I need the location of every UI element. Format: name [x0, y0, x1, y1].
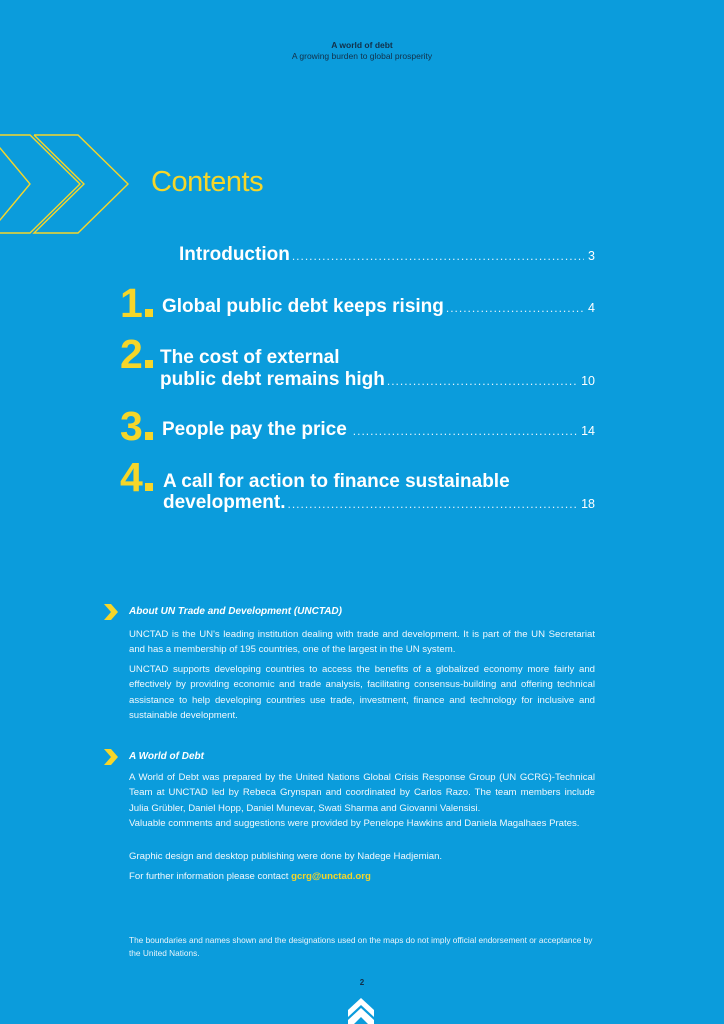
page-header: [0, 40, 724, 62]
contact-text: For further information please contact: [129, 871, 292, 882]
world-paragraph-4: [129, 869, 595, 884]
toc-page-number: 18: [581, 497, 595, 511]
toc-label: development.: [163, 492, 286, 513]
toc-leader-dots: [353, 424, 577, 438]
about-paragraph-1: UNCTAD is the UN's leading institution dealing with trade and development. It is part of the UN Secretariat and has a membership of 195 countries, one of the largest in the UN system.: [129, 629, 595, 656]
toc-page-number: 10: [581, 374, 595, 388]
toc-entry-4-line1[interactable]: A call for action to finance sustainable: [163, 471, 510, 492]
toc-number-2: 2: [120, 334, 153, 374]
chevron-right-icon: [103, 604, 119, 620]
page-number: 2: [359, 978, 365, 987]
toc-entry-introduction[interactable]: [179, 244, 595, 266]
chevron-up-icon: [348, 998, 374, 1024]
toc-number-4: 4: [120, 457, 153, 497]
toc-leader-dots: [292, 249, 584, 263]
world-paragraph-2: Valuable comments and suggestions were provided by Penelope Hawkins and Daniela Magalhaes Prates.: [129, 818, 580, 829]
about-paragraph-2: UNCTAD supports developing countries to access the benefits of a globalized economy more fairly and effectively by providing economic and trade analysis, facilitating consensus-building and offering technical assistance to help developing countries use trade, investment, finance and technology for inclusive and sustainable development.: [129, 664, 595, 721]
toc-entry-2[interactable]: [160, 369, 595, 391]
world-title: A World of Debt: [129, 751, 204, 762]
world-paragraph-3: Graphic design and desktop publishing were done by Nadege Hadjemian.: [129, 851, 443, 862]
toc-leader-dots: [387, 374, 577, 388]
about-title: About UN Trade and Development (UNCTAD): [129, 606, 342, 617]
toc-entry-1[interactable]: [162, 296, 595, 318]
toc-leader-dots: [446, 301, 584, 315]
toc-label: People pay the price: [162, 419, 347, 440]
contact-email-link[interactable]: gcrg@unctad.org: [291, 871, 371, 882]
toc-number-3: 3: [120, 406, 153, 446]
contents-heading: Contents: [151, 166, 264, 198]
header-title: A world of debt: [331, 40, 393, 50]
toc-leader-dots: [287, 497, 577, 511]
toc-page-number: 4: [588, 301, 595, 315]
toc-page-number: 3: [588, 249, 595, 263]
toc-label: Global public debt keeps rising: [162, 296, 444, 317]
toc-number-1: 1: [120, 283, 153, 323]
header-subtitle: A growing burden to global prosperity: [291, 51, 433, 61]
chevron-decoration-icon: [0, 134, 135, 236]
world-paragraph-1: A World of Debt was prepared by the United Nations Global Crisis Response Group (UN GCRG)-Technical Team at UNCTAD led by Rebeca Grynspan and coordinated by Carlos Razo. The team members include Julia Grübler, Daniel Hopp, Daniel Munevar, Swati Sharma and Giovanni Valensisi.: [129, 772, 595, 814]
toc-label: Introduction: [179, 244, 290, 265]
toc-label: public debt remains high: [160, 369, 385, 390]
toc-page-number: 14: [581, 424, 595, 438]
map-disclaimer: The boundaries and names shown and the designations used on the maps do not imply official endorsement or acceptance by the United Nations.: [129, 935, 593, 958]
toc-entry-3[interactable]: [162, 419, 595, 441]
toc-entry-2-line1[interactable]: The cost of external: [160, 347, 340, 368]
toc-entry-4[interactable]: [163, 492, 595, 514]
chevron-right-icon: [103, 749, 119, 765]
